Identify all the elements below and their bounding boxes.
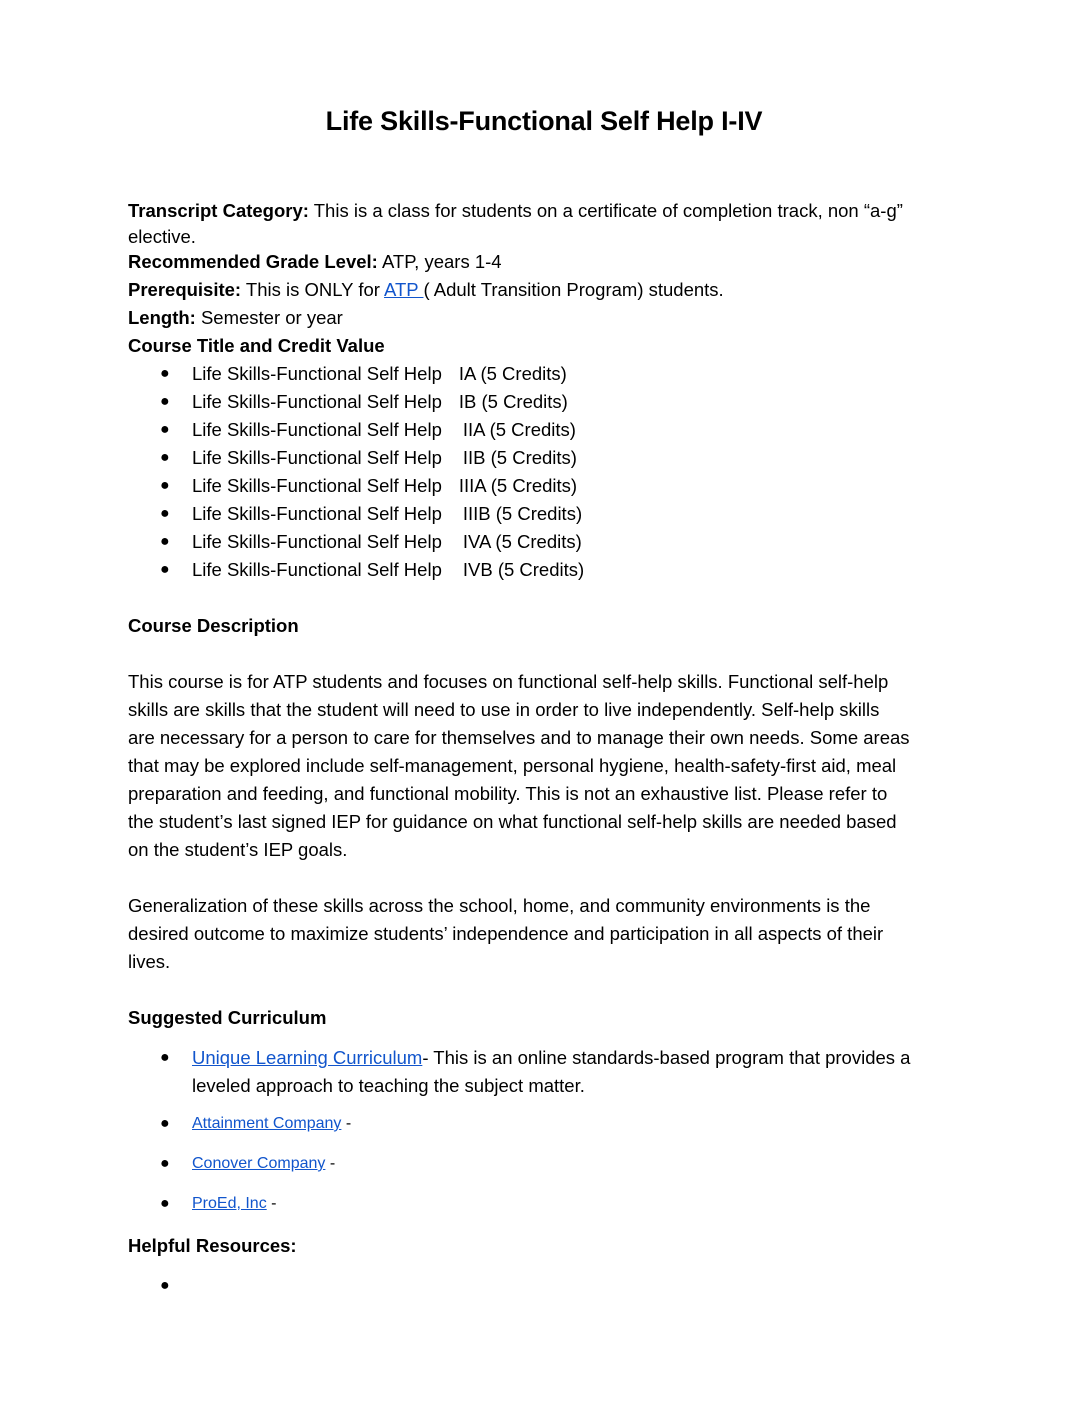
course-description-heading: Course Description	[128, 615, 299, 636]
bullet-icon: ●	[160, 365, 170, 382]
course-item: Life Skills-Functional Self Help IB (5 Credits)	[192, 391, 568, 412]
course-item: Life Skills-Functional Self Help IIA (5 Credits)	[192, 419, 576, 440]
curriculum-item: Attainment Company -	[192, 1115, 352, 1132]
course-item: Life Skills-Functional Self Help IVB (5 Credits)	[192, 559, 585, 580]
grade-level	[128, 248, 502, 276]
bullet-icon: ●	[160, 561, 170, 578]
bullet-icon: ●	[160, 533, 170, 550]
suggested-curriculum-heading: Suggested Curriculum	[128, 1007, 327, 1028]
bullet-icon: ●	[160, 1155, 170, 1172]
curriculum-item: Conover Company -	[192, 1155, 336, 1172]
transcript-category-cont: elective.	[128, 226, 196, 247]
document-page: Life Skills-Functional Self Help I-IV Transcript Category: This is a class for students on a certificate of completion track, non “a-g” elective. Recommended Grade Level: ATP, years 1-4 Prerequisite: This is ONLY for ATP ( Adult Transition Program) students. Length: Semester or year Course Title and Credit Value ● Life Skills-Functional Self Help IA (5 Credits) ● Life Skills-Functional Self Help IB (5 Credits) ● Life Skills-Functional Self Help IIA (5 Credits) ● Life Skills-Functional Self Help IIB (5 Credits) ● Life Skills-Functional Self Help IIIA (5 Credits) ● Life Skills-Functional Self Help IIIB (5 Credits) ● Life Skills-Functional Self Help IVA (5 Credits) ● Life Skills-Functional Self Help IVB (5 Credits) Course Description This course is for ATP students and focuses on functional self-help skills. Functional self-help skills are skills that the student will need to use in order to live independently. Self-help skills are necessary for a person to care for themselves and to manage their own needs. Some areas that may be explored include self-management, personal hygiene, health-safety-first aid, meal preparation and feeding, and functional mobility. This is not an exhaustive list. Please refer to the student’s last signed IEP for guidance on what functional self-help skills are needed based on the student’s IEP goals. Generalization of these skills across the school, home, and community environments is the desired outcome to maximize students’ independence and participation in all aspects of their lives. Suggested Curriculum ● Unique Learning Curriculum- This is an online standards-based program that provides a leveled approach to teaching the subject matter. ● Attainment Company - ● Conover Company - ● ProEd, Inc - Helpful Resources: ●	[0, 0, 1088, 1408]
bullet-icon: ●	[160, 421, 170, 438]
bullet-icon: ●	[160, 1115, 170, 1132]
course-item: Life Skills-Functional Self Help IIIB (5 Credits)	[192, 503, 583, 524]
curriculum-item: ProEd, Inc -	[192, 1195, 277, 1212]
grade-level-text: ATP, years 1-4	[377, 251, 502, 272]
course-item: Life Skills-Functional Self Help IA (5 Credits)	[192, 363, 567, 384]
length-label: Length:	[128, 307, 196, 328]
bullet-icon: ●	[160, 393, 170, 410]
bullet-icon: ●	[160, 1049, 170, 1066]
atp-link[interactable]: ATP	[384, 279, 424, 300]
proed-inc-link[interactable]: ProEd, Inc	[192, 1195, 267, 1212]
bullet-icon: ●	[160, 477, 170, 494]
course-item: Life Skills-Functional Self Help IIB (5 Credits)	[192, 447, 577, 468]
bullet-icon: ●	[160, 449, 170, 466]
helpful-resources-heading: Helpful Resources:	[128, 1235, 297, 1256]
curriculum-item: Unique Learning Curriculum- This is an online standards-based program that provides a	[192, 1047, 911, 1068]
transcript-category-label: Transcript Category:	[128, 200, 309, 221]
transcript-category	[128, 197, 903, 225]
prerequisite-text-after: ( Adult Transition Program) students.	[423, 279, 724, 300]
page-title: Life Skills-Functional Self Help I-IV	[325, 106, 763, 136]
attainment-company-link[interactable]: Attainment Company	[192, 1115, 342, 1132]
length-text: Semester or year	[195, 307, 343, 328]
course-item: Life Skills-Functional Self Help IVA (5 Credits)	[192, 531, 582, 552]
conover-company-link[interactable]: Conover Company	[192, 1155, 326, 1172]
bullet-icon: ●	[160, 505, 170, 522]
length	[128, 304, 343, 332]
unique-learning-curriculum-link[interactable]: Unique Learning Curriculum	[192, 1047, 423, 1068]
course-title-heading: Course Title and Credit Value	[128, 335, 385, 356]
curriculum-item-cont: leveled approach to teaching the subject matter.	[192, 1075, 585, 1096]
bullet-icon: ●	[160, 1195, 170, 1212]
bullet-icon: ●	[160, 1277, 170, 1294]
prerequisite-text-before: This is ONLY for	[241, 279, 385, 300]
grade-level-label: Recommended Grade Level:	[128, 251, 378, 272]
transcript-category-text: This is a class for students on a certificate of completion track, non “a-g”	[308, 200, 903, 221]
prerequisite	[128, 276, 724, 304]
prerequisite-label: Prerequisite:	[128, 279, 242, 300]
course-item: Life Skills-Functional Self Help IIIA (5 Credits)	[192, 475, 578, 496]
